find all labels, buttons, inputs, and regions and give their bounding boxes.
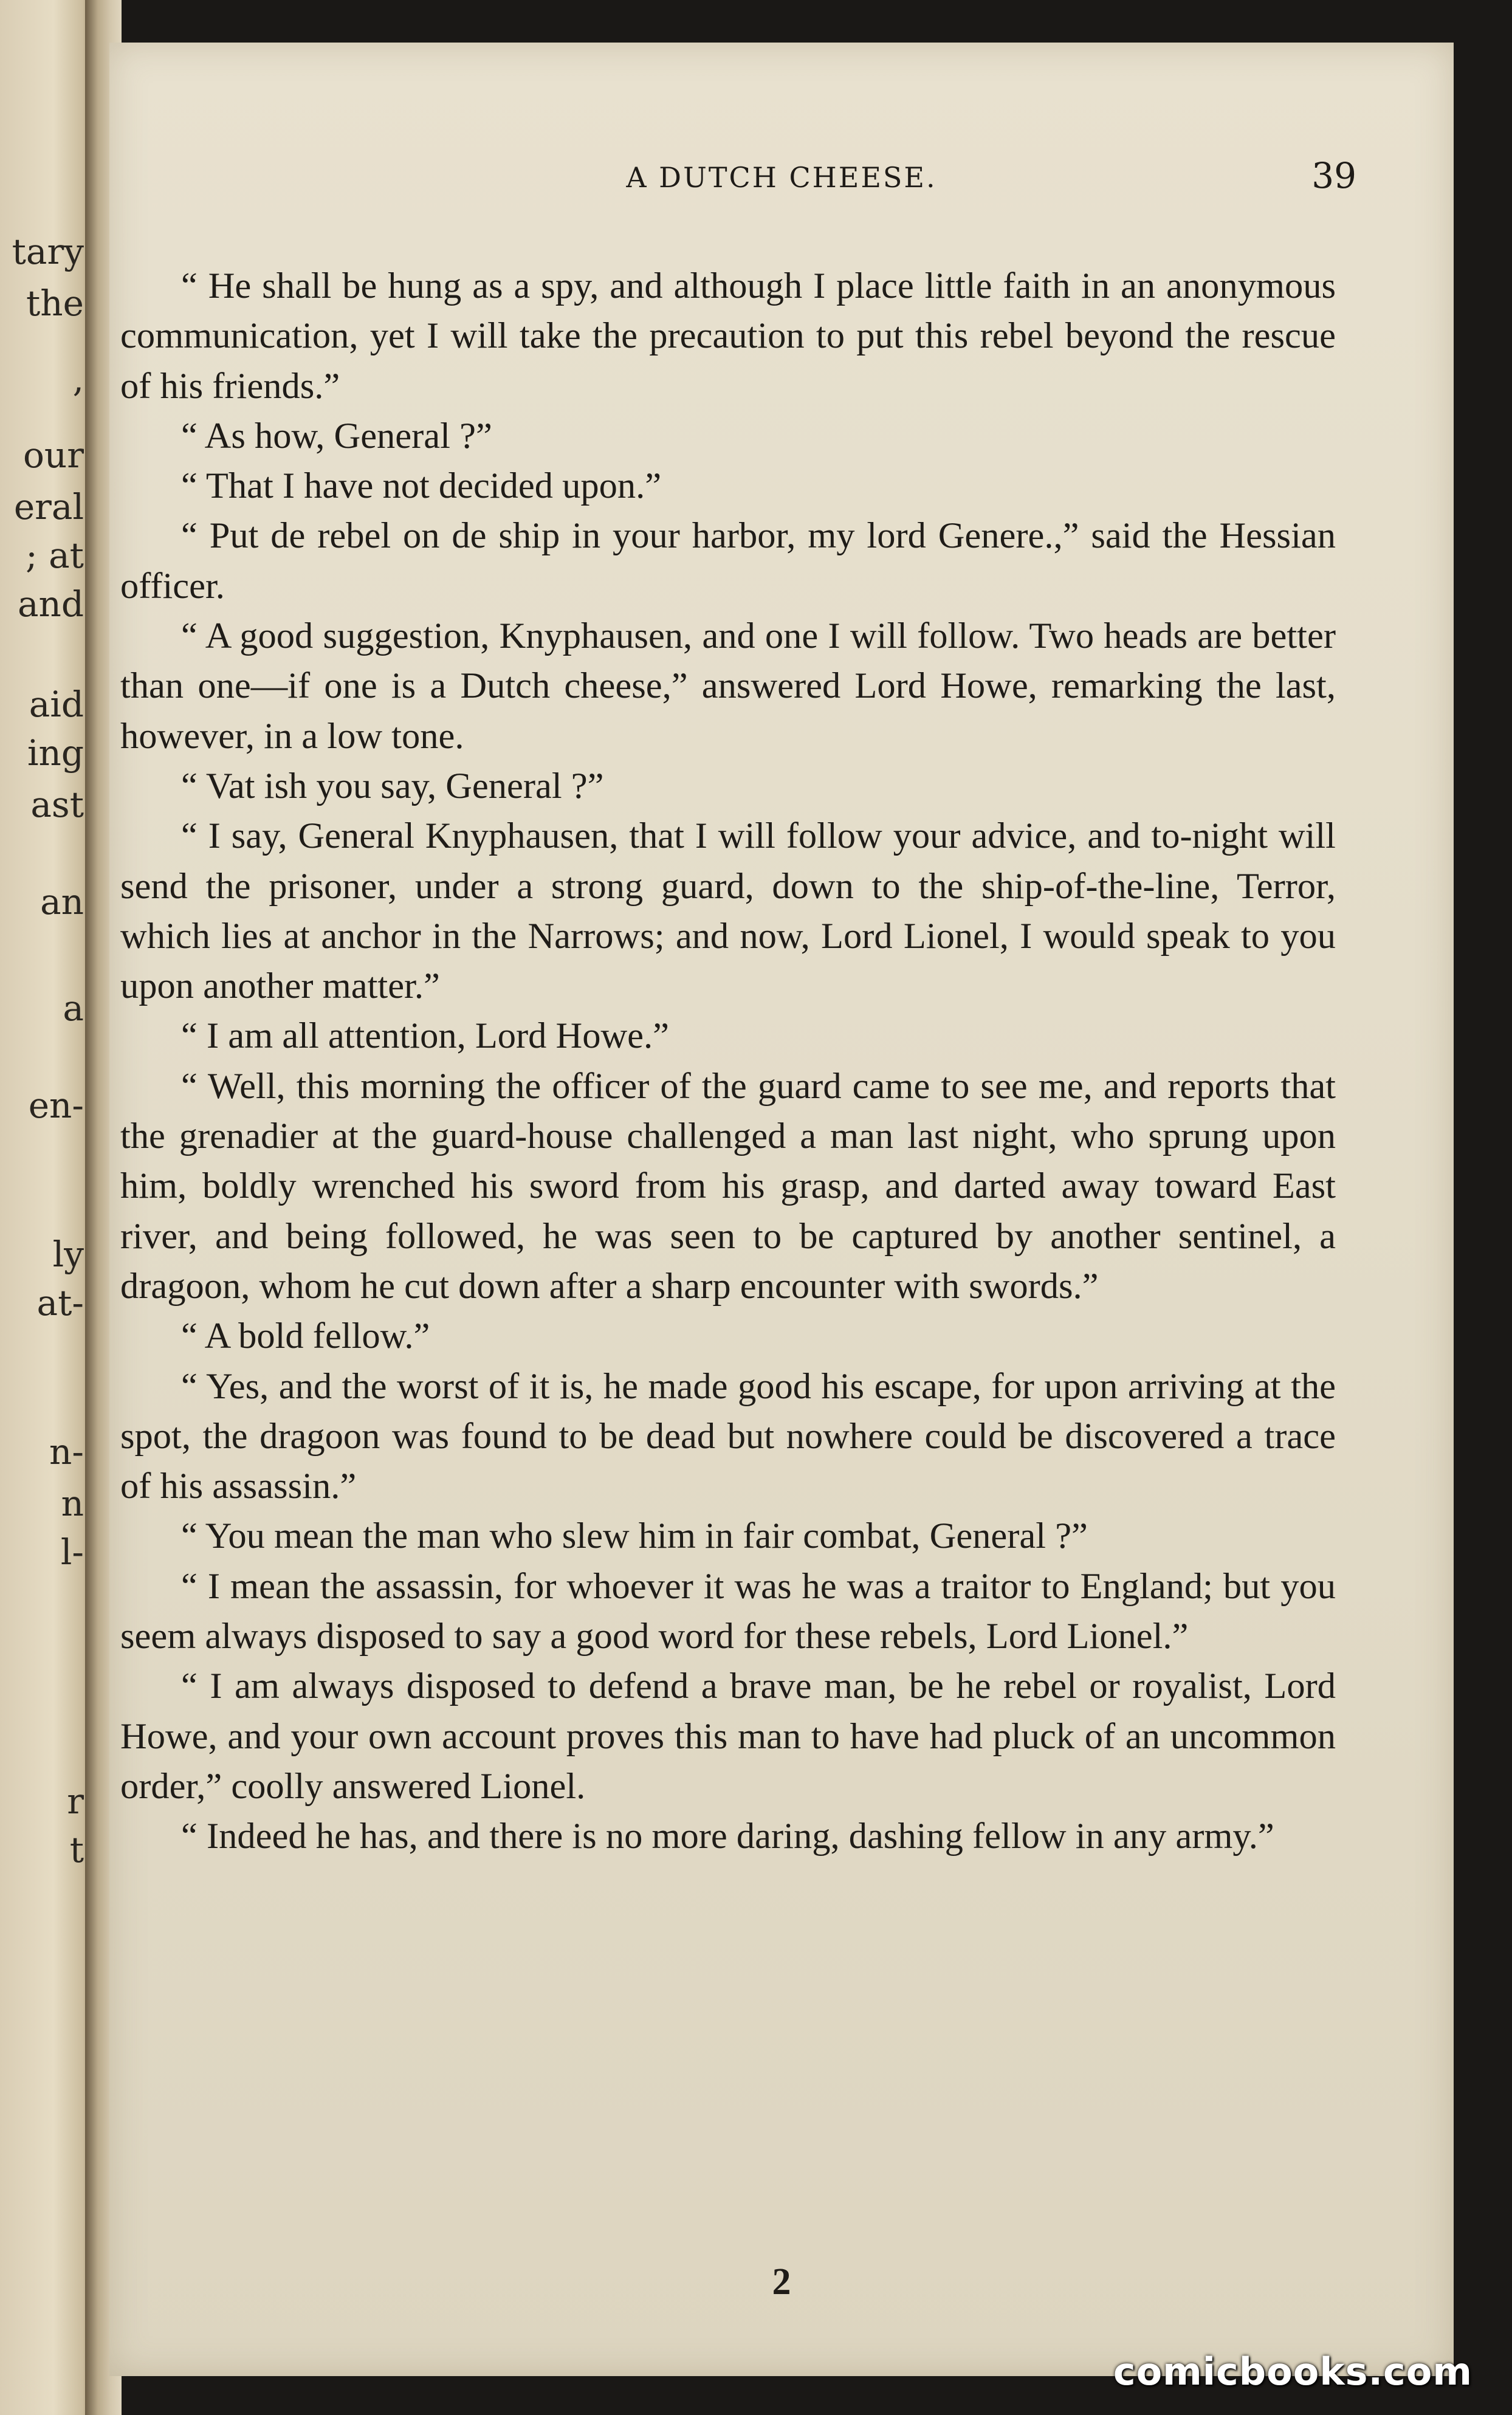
previous-page-fragment: r: [67, 1781, 84, 1822]
paragraph: “ I mean the assassin, for whoever it was he was a traitor to England; but you seem always disposed to say a good word for these rebels, Lord Lionel.”: [120, 1565, 1336, 1657]
previous-page-fragment: ,: [72, 359, 84, 400]
paragraph: “ I say, General Knyphausen, that I will follow your advice, and to-night will send the prisoner, under a strong guard, down to the ship-of-the-line, Terror, which lies at anchor in the Narrows; and now, Lord Lionel, I would speak to you upon another matter.”: [120, 816, 1336, 1007]
previous-page-fragment: a: [63, 988, 84, 1029]
page-body-text: [120, 261, 1336, 1862]
paragraph: “ You mean the man who slew him in fair combat, General ?”: [181, 1516, 1088, 1557]
previous-page-fragment: at-: [36, 1282, 84, 1324]
paragraph: “ I am always disposed to defend a brave man, be he rebel or royalist, Lord Howe, and your own account proves this man to have had pluck of an uncommon order,” coolly answered Lionel.: [120, 1666, 1336, 1807]
previous-page-fragment: t: [69, 1829, 84, 1871]
running-title: A DUTCH CHEESE.: [626, 161, 937, 194]
paragraph: “ Well, this morning the officer of the guard came to see me, and reports that the grenadier at the guard-house challenged a man last night, who sprung upon him, boldly wrenched his sword from his grasp, and darted away toward East river, and being followed, he was seen to be captured by another sentinel, a dragoon, whom he cut down after a sharp encounter with swords.”: [120, 1065, 1336, 1307]
previous-page-fragment: and: [17, 583, 84, 625]
previous-page-fragment: n-: [49, 1431, 84, 1472]
paragraph: “ Yes, and the worst of it is, he made good his escape, for upon arriving at the spot, the dragoon was found to be dead but nowhere could be discovered a trace of his assassin.”: [120, 1366, 1336, 1507]
paragraph: “ A bold fellow.”: [181, 1316, 430, 1357]
previous-page-fragment: n: [61, 1483, 84, 1524]
book-page: [109, 43, 1454, 2376]
previous-page-fragment: ing: [27, 732, 84, 774]
previous-page-fragment: the: [26, 283, 84, 324]
signature-mark: 2: [772, 2261, 791, 2303]
previous-page-fragment: tary: [12, 231, 84, 272]
previous-page-fragment: ast: [30, 784, 84, 825]
previous-page-edge: [0, 0, 97, 2415]
paragraph: “ I am all attention, Lord Howe.”: [181, 1015, 670, 1057]
page-header: [109, 155, 1454, 210]
previous-page-fragment: eral: [13, 486, 84, 527]
page-number: 39: [1311, 155, 1356, 196]
previous-page-fragment: ly: [52, 1234, 84, 1275]
previous-page-fragment: our: [23, 435, 84, 476]
paragraph: “ He shall be hung as a spy, and although I place little faith in an anonymous communication, yet I will take the precaution to put this rebel beyond the rescue of his friends.”: [120, 266, 1336, 407]
paragraph: “ As how, General ?”: [181, 415, 492, 456]
paragraph: “ A good suggestion, Knyphausen, and one I will follow. Two heads are better than one—if one is a Dutch cheese,” answered Lord Howe, remarking the last, however, in a low tone.: [120, 616, 1336, 757]
paragraph: “ Vat ish you say, General ?”: [181, 765, 604, 806]
previous-page-fragment: l-: [60, 1531, 84, 1573]
paragraph: “ Put de rebel on de ship in your harbor, my lord Genere.,” said the Hessian officer.: [120, 515, 1336, 606]
previous-page-fragment: ; at: [26, 535, 84, 576]
previous-page-fragment: en-: [28, 1085, 84, 1126]
paragraph: “ That I have not decided upon.”: [181, 465, 662, 507]
previous-page-fragment: an: [40, 881, 84, 922]
previous-page-fragment: aid: [29, 684, 84, 725]
paragraph: “ Indeed he has, and there is no more daring, dashing fellow in any army.”: [181, 1816, 1274, 1857]
site-watermark: comicbooks.com: [1113, 2349, 1472, 2394]
